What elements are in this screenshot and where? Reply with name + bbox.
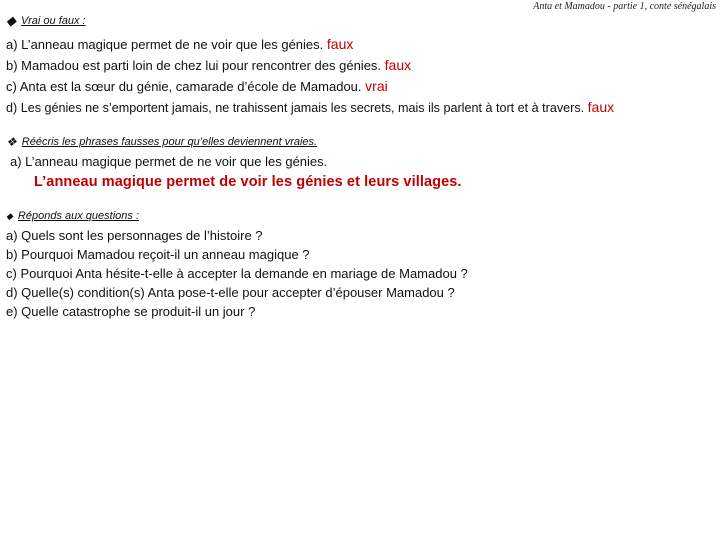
statement-text: b) Mamadou est parti loin de chez lui pour rencontrer des génies.: [6, 58, 382, 73]
statement-text: d) Les génies ne s’emportent jamais, ne trahissent jamais les secrets, mais ils parlent à tort et à travers.: [6, 101, 585, 115]
question-d: d) Quelle(s) condition(s) Anta pose-t-elle pour accepter d’épouser Mamadou ?: [6, 285, 455, 300]
statement-answer: faux: [384, 57, 412, 73]
question-e: e) Quelle catastrophe se produit-il un jour ?: [6, 304, 256, 319]
statement-a: [6, 36, 353, 52]
questions-label: Réponds aux questions :: [17, 210, 140, 222]
question-b: b) Pourquoi Mamadou reçoit-il un anneau magique ?: [6, 247, 310, 262]
statement-b: [6, 57, 411, 73]
vrai-faux-label: Vrai ou faux :: [21, 14, 86, 27]
rewrite-correction: L’anneau magique permet de voir les génies et leurs villages.: [34, 174, 462, 190]
question-a: a) Quels sont les personnages de l’histoire ?: [6, 228, 263, 243]
page-header: Anta et Mamadou - partie 1, conte sénégalais: [533, 1, 716, 12]
statement-text: c) Anta est la sœur du génie, camarade d’école de Mamadou.: [6, 79, 362, 94]
reecris-label: Réécris les phrases fausses pour qu’elles deviennent vraies.: [21, 136, 318, 148]
four-diamond-bullet-icon: ❖: [6, 135, 17, 149]
diamond-bullet-icon: ◆: [6, 210, 13, 221]
vrai-faux-heading: [6, 14, 86, 27]
reecris-heading: [6, 136, 317, 148]
statement-answer: faux: [326, 36, 354, 52]
statement-answer: faux: [587, 99, 615, 115]
diamond-bullet-icon: ◆: [6, 13, 16, 28]
statement-text: a) L’anneau magique permet de ne voir que les génies.: [6, 37, 324, 52]
statement-d: [6, 99, 614, 115]
questions-heading: [6, 210, 139, 222]
rewrite-sentence: a) L’anneau magique permet de ne voir que les génies.: [10, 154, 328, 169]
statement-answer: vrai: [365, 78, 388, 94]
statement-c: [6, 78, 388, 94]
question-c: c) Pourquoi Anta hésite-t-elle à accepter la demande en mariage de Mamadou ?: [6, 266, 468, 281]
